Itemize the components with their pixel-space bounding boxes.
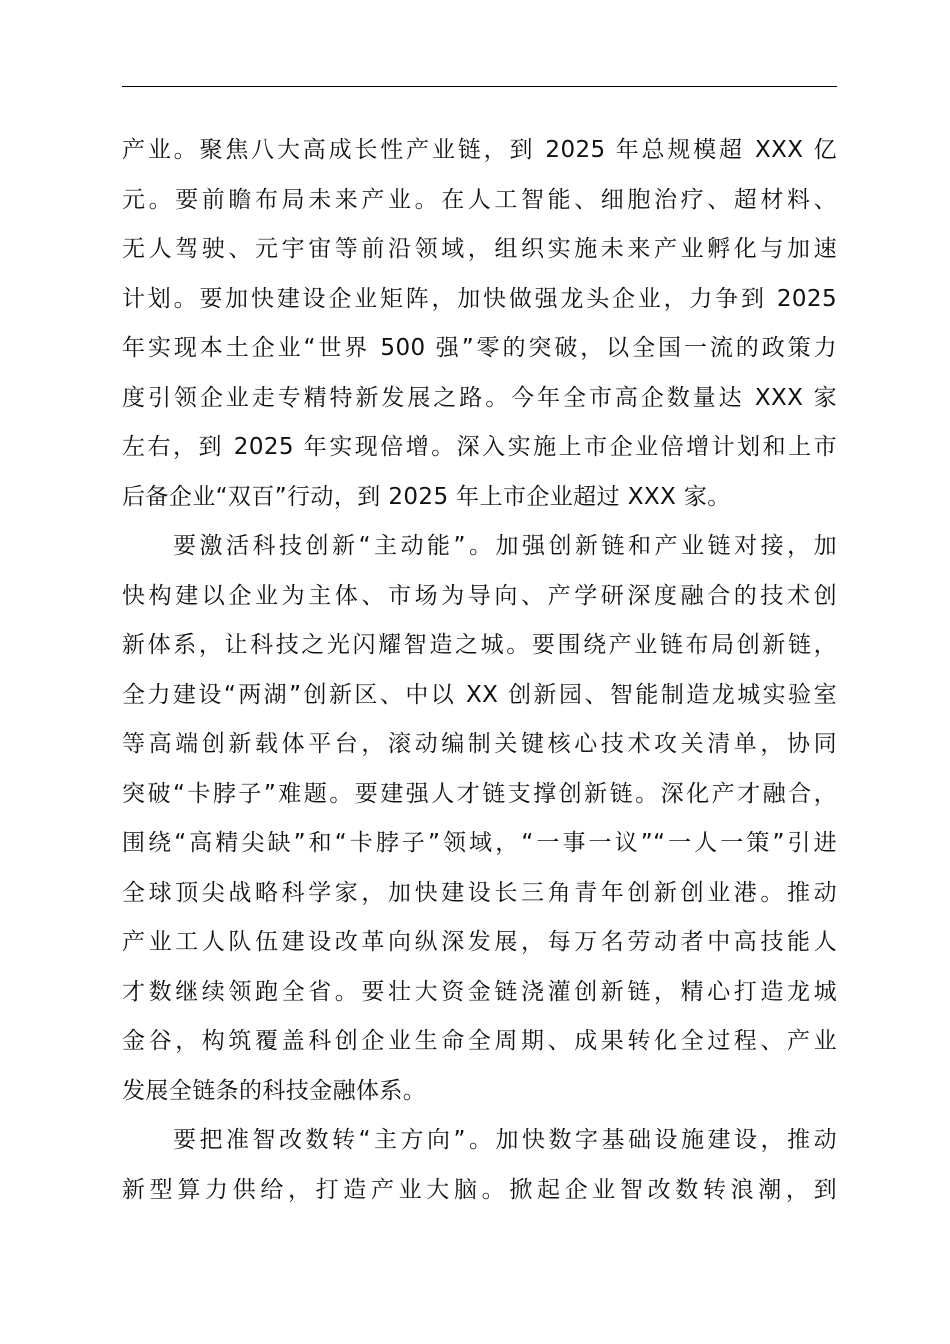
text-line: 金谷，构筑覆盖科创企业生命全周期、成果转化全过程、产业 <box>122 1028 837 1054</box>
text-line: 突破“卡脖子”难题。要建强人才链支撑创新链。深化产才融合， <box>122 780 837 807</box>
text-line: 无人驾驶、元宇宙等前沿领域，组织实施未来产业孵化与加速 <box>122 236 837 262</box>
text-line: 后备企业“双百”行动，到 2025 年上市企业超过 XXX 家。 <box>122 483 731 510</box>
paragraph-2 <box>122 522 837 1116</box>
text-line: 年实现本土企业“世界 500 强”零的突破，以全国一流的政策力 <box>122 335 837 361</box>
text-line: 新型算力供给，打造产业大脑。掀起企业智改数转浪潮，到 <box>122 1176 837 1203</box>
text-line: 度引领企业走专精特新发展之路。今年全市高企数量达 XXX 家 <box>122 384 837 411</box>
text-line: 要激活科技创新“主动能”。加强创新链和产业链对接，加 <box>173 533 837 559</box>
text-line: 全力建设“两湖”创新区、中以 XX 创新园、智能制造龙城实验室 <box>122 681 837 708</box>
text-line: 新体系，让科技之光闪耀智造之城。要围绕产业链布局创新链， <box>122 632 837 658</box>
text-line: 发展全链条的科技金融体系。 <box>122 1077 427 1104</box>
text-line: 产业。聚焦八大高成长性产业链，到 2025 年总规模超 XXX 亿 <box>122 137 837 163</box>
text-line: 才数继续领跑全省。要壮大资金链浇灌创新链，精心打造龙城 <box>122 978 837 1005</box>
text-line: 全球顶尖战略科学家，加快建设长三角青年创新创业港。推动 <box>122 879 837 906</box>
text-line: 计划。要加快建设企业矩阵，加快做强龙头企业，力争到 2025 <box>122 285 837 312</box>
text-line: 左右，到 2025 年实现倍增。深入实施上市企业倍增计划和上市 <box>122 434 837 460</box>
text-line: 要把准智改数转“主方向”。加快数字基础设施建设，推动 <box>173 1127 837 1153</box>
paragraph-1 <box>122 126 837 522</box>
paragraph-3 <box>122 1116 837 1215</box>
text-line: 元。要前瞻布局未来产业。在人工智能、细胞治疗、超材料、 <box>122 186 837 213</box>
text-line: 等高端创新载体平台，滚动编制关键核心技术攻关清单，协同 <box>122 731 837 757</box>
body-text <box>122 126 837 1215</box>
text-line: 快构建以企业为主体、市场为导向、产学研深度融合的技术创 <box>122 582 837 609</box>
text-line: 产业工人队伍建设改革向纵深发展，每万名劳动者中高技能人 <box>122 929 837 955</box>
text-line: 围绕“高精尖缺”和“卡脖子”领域，“一事一议”“一人一策”引进 <box>122 830 837 856</box>
header-rule <box>122 86 837 87</box>
